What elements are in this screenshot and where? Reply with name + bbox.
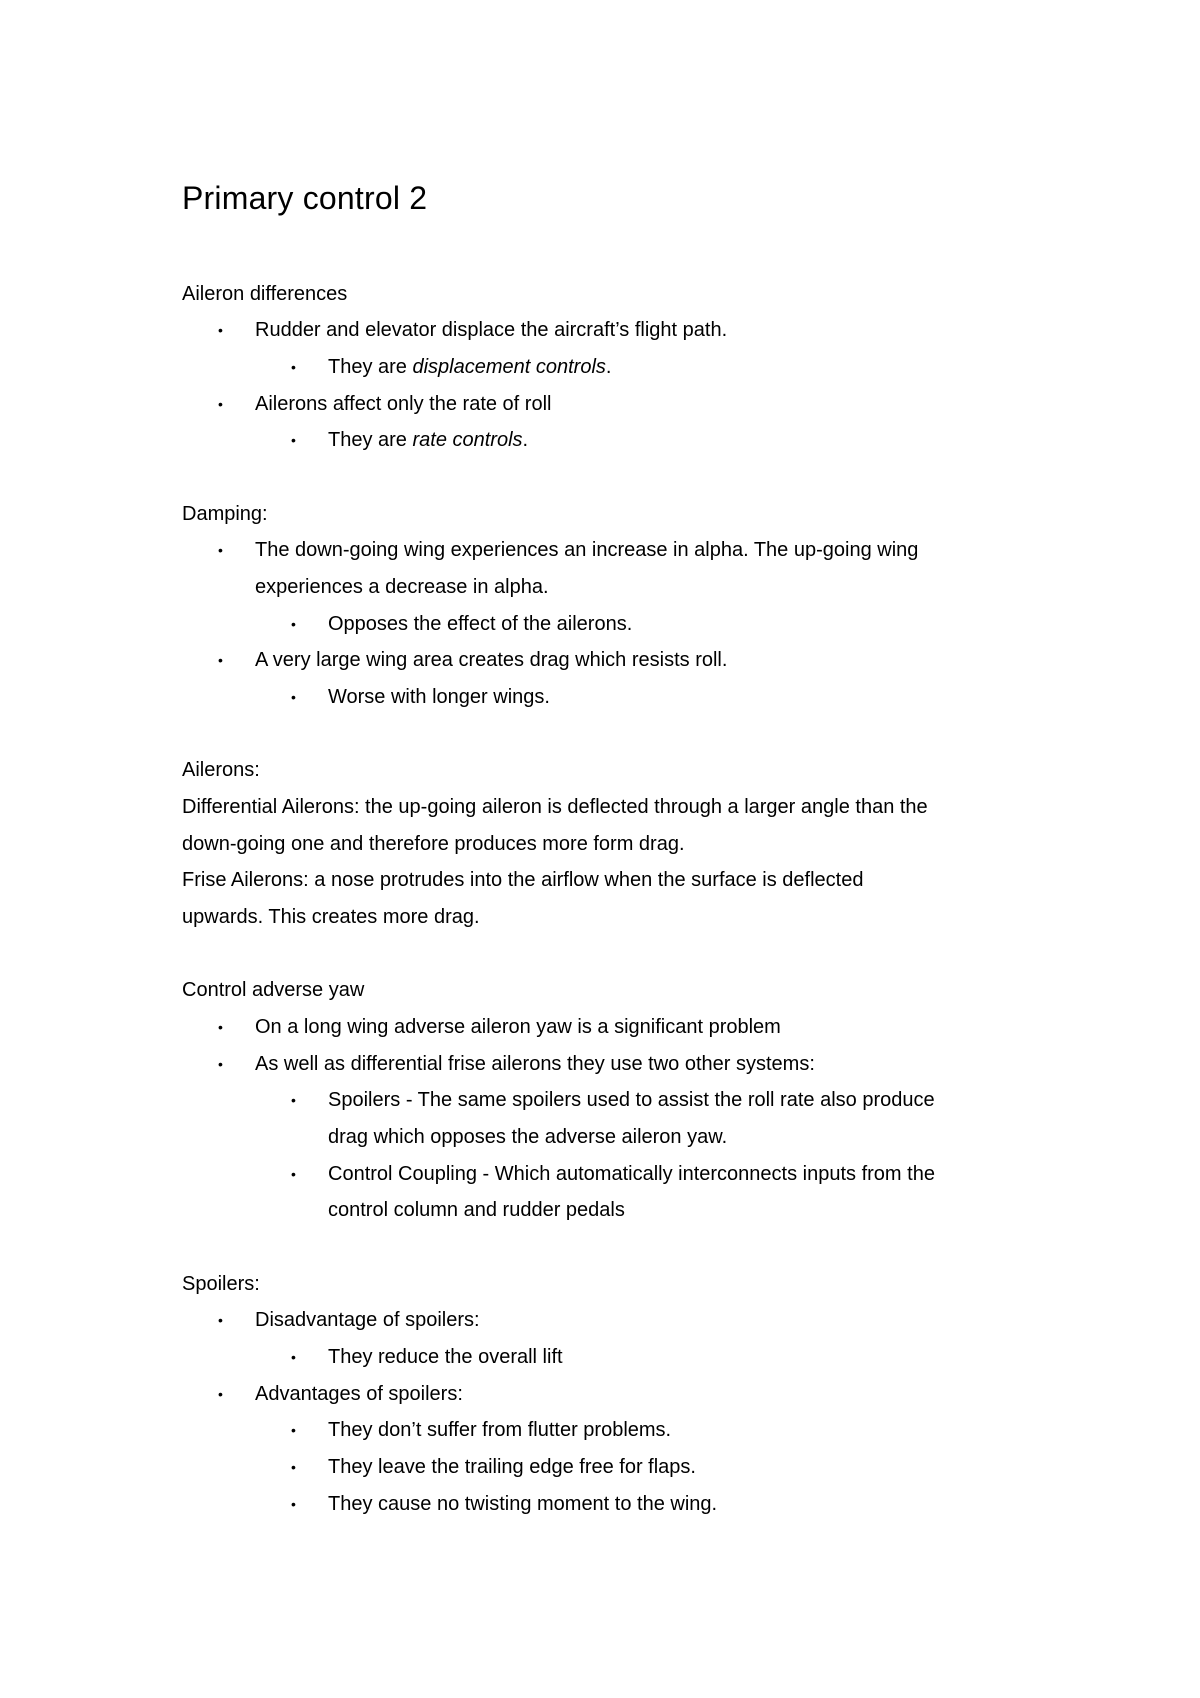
bullet-icon: • [291,1092,296,1108]
list-item: They cause no twisting moment to the wing. [328,1493,718,1515]
emphasis-text: displacement controls [412,356,606,378]
list-item-continuation: experiences a decrease in alpha. [255,576,549,598]
bullet-icon: • [291,432,296,448]
paragraph-line: Differential Ailerons: the up-going aileron is deflected through a larger angle than the [182,796,928,818]
text-run: . [605,356,612,378]
text-run: They are [328,429,413,451]
list-item: Control Coupling - Which automatically interconnects inputs from the [328,1163,935,1185]
list-item: They don’t suffer from flutter problems. [328,1419,672,1441]
section-heading-control-adverse-yaw: Control adverse yaw [182,979,365,1001]
bullet-icon: • [218,542,223,558]
bullet-icon: • [291,1422,296,1438]
paragraph-line: upwards. This creates more drag. [182,906,480,928]
list-item: They leave the trailing edge free for flaps. [328,1456,696,1478]
paragraph-line: down-going one and therefore produces more form drag. [182,833,685,855]
paragraph-line: Frise Ailerons: a nose protrudes into the airflow when the surface is deflected [182,869,864,891]
list-item: Ailerons affect only the rate of roll [255,393,552,415]
text-run: . [522,429,529,451]
list-item [328,426,528,454]
list-item: On a long wing adverse aileron yaw is a significant problem [255,1016,781,1038]
list-item [328,353,611,381]
section-heading-aileron-differences: Aileron differences [182,283,348,305]
section-heading-spoilers: Spoilers: [182,1273,260,1295]
bullet-icon: • [291,1459,296,1475]
bullet-icon: • [218,1019,223,1035]
section-heading-damping: Damping: [182,503,268,525]
bullet-icon: • [291,1349,296,1365]
list-item: A very large wing area creates drag which resists roll. [255,649,728,671]
text-run: They are [328,356,413,378]
list-item: As well as differential frise ailerons they use two other systems: [255,1053,815,1075]
list-item: Rudder and elevator displace the aircraft’s flight path. [255,319,728,341]
list-item-continuation: drag which opposes the adverse aileron yaw. [328,1126,728,1148]
emphasis-text: rate controls [412,429,523,451]
section-heading-ailerons: Ailerons: [182,759,260,781]
bullet-icon: • [291,359,296,375]
list-item-continuation: control column and rudder pedals [328,1199,625,1221]
bullet-icon: • [218,1386,223,1402]
bullet-icon: • [218,1056,223,1072]
list-item: They reduce the overall lift [328,1346,563,1368]
list-item: Worse with longer wings. [328,686,550,708]
list-item: The down-going wing experiences an increase in alpha. The up-going wing [255,539,919,561]
document-title: Primary control 2 [182,180,428,216]
bullet-icon: • [291,1166,296,1182]
bullet-icon: • [218,322,223,338]
bullet-icon: • [291,1496,296,1512]
list-item: Disadvantage of spoilers: [255,1309,480,1331]
list-item: Spoilers - The same spoilers used to assist the roll rate also produce [328,1089,935,1111]
bullet-icon: • [218,396,223,412]
list-item: Opposes the effect of the ailerons. [328,613,633,635]
bullet-icon: • [291,689,296,705]
list-item: Advantages of spoilers: [255,1383,463,1405]
bullet-icon: • [218,652,223,668]
bullet-icon: • [291,616,296,632]
bullet-icon: • [218,1312,223,1328]
